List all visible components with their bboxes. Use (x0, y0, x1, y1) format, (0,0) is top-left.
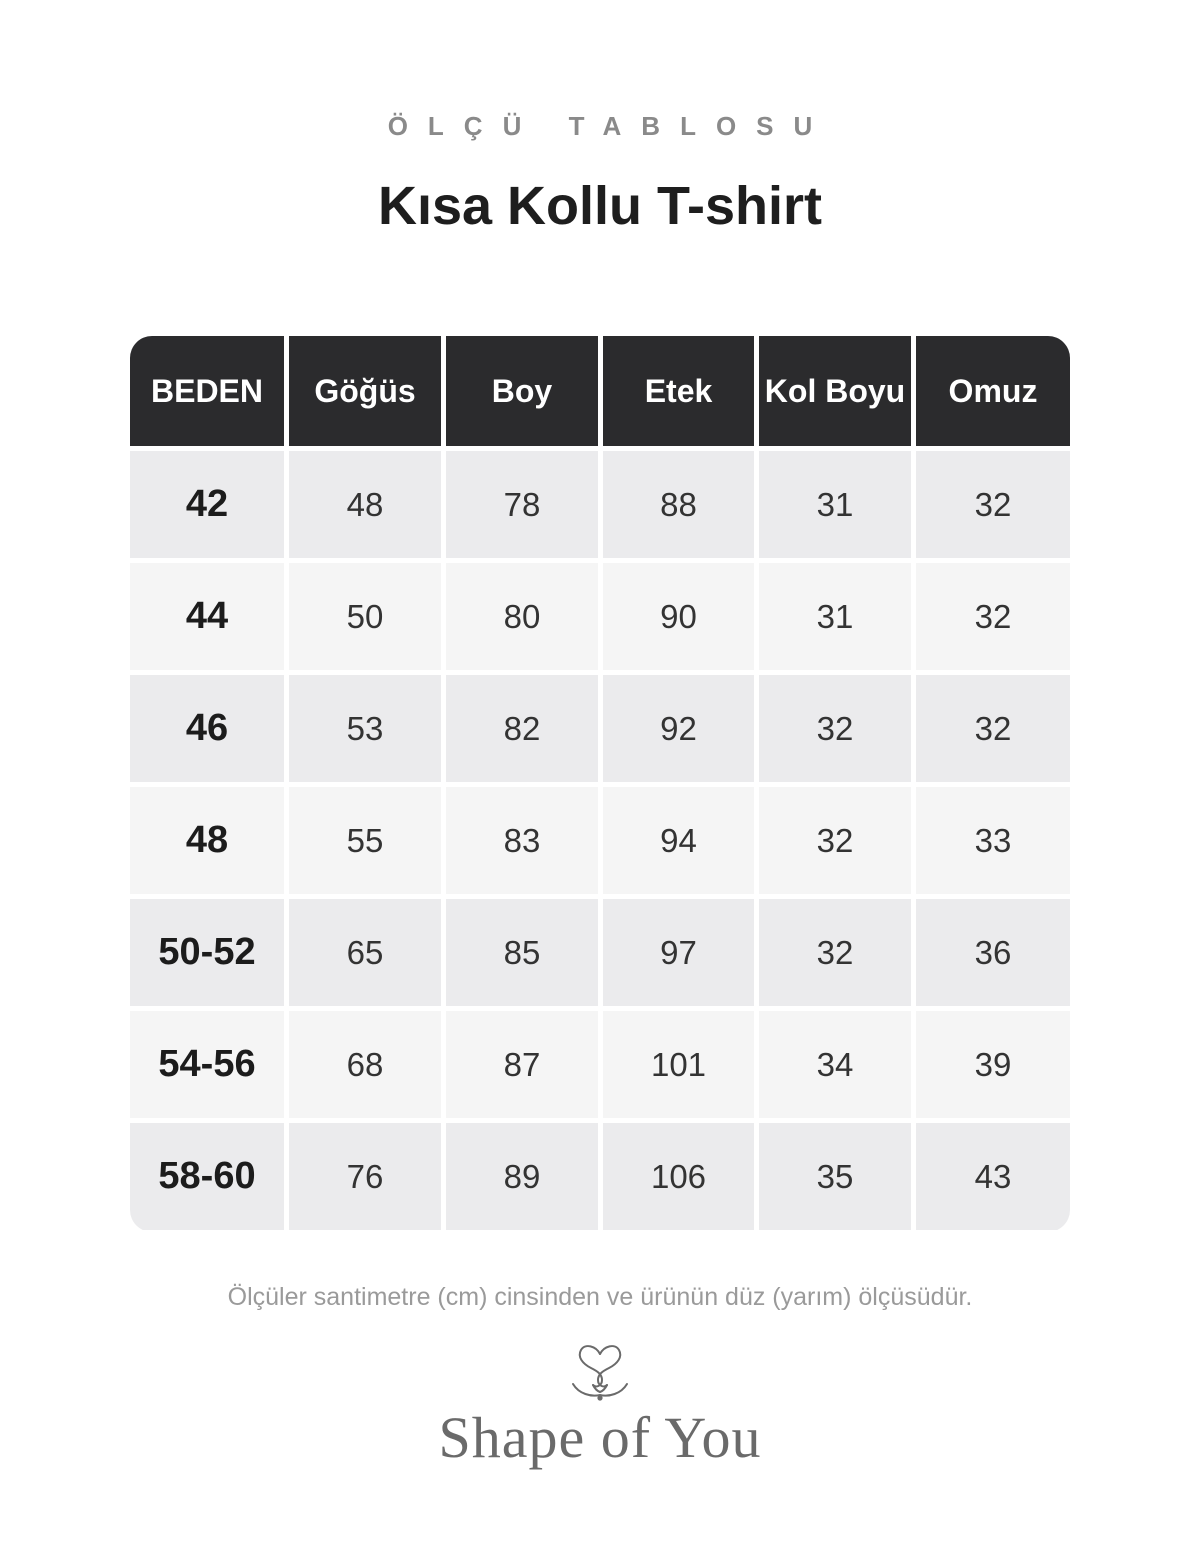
measurement-cell: 80 (446, 563, 598, 670)
size-cell: 50-52 (130, 899, 284, 1006)
brand-name: Shape of You (438, 1405, 762, 1470)
measurement-cell: 32 (916, 451, 1070, 558)
measurement-cell: 92 (603, 675, 754, 782)
size-cell: 42 (130, 451, 284, 558)
measurement-cell: 36 (916, 899, 1070, 1006)
measurement-cell: 32 (916, 675, 1070, 782)
eyebrow-label: ÖLÇÜ TABLOSU (387, 111, 833, 141)
measurement-cell: 82 (446, 675, 598, 782)
column-header: Etek (603, 336, 754, 446)
measurement-cell: 55 (289, 787, 441, 894)
page-title: Kısa Kollu T-shirt (377, 176, 823, 236)
measurement-cell: 32 (759, 675, 911, 782)
measurement-cell: 78 (446, 451, 598, 558)
measurement-cell: 35 (759, 1123, 911, 1230)
measurement-cell: 106 (603, 1123, 754, 1230)
measurement-cell: 31 (759, 563, 911, 670)
measurement-cell: 97 (603, 899, 754, 1006)
column-header: Boy (446, 336, 598, 446)
measurement-cell: 76 (289, 1123, 441, 1230)
column-header: Omuz (916, 336, 1070, 446)
size-cell: 54-56 (130, 1011, 284, 1118)
measurement-cell: 32 (759, 899, 911, 1006)
measurement-cell: 101 (603, 1011, 754, 1118)
intertwined-hearts-logo-icon (567, 1340, 633, 1402)
measurement-cell: 32 (759, 787, 911, 894)
measurement-cell: 65 (289, 899, 441, 1006)
size-cell: 58-60 (130, 1123, 284, 1230)
measurement-cell: 88 (603, 451, 754, 558)
size-chart-table (130, 336, 1070, 1232)
measurement-note: Ölçüler santimetre (cm) cinsinden ve ürünün düz (yarım) ölçüsüdür. (227, 1283, 973, 1311)
size-cell: 44 (130, 563, 284, 670)
measurement-cell: 48 (289, 451, 441, 558)
measurement-cell: 94 (603, 787, 754, 894)
measurement-cell: 50 (289, 563, 441, 670)
measurement-cell: 39 (916, 1011, 1070, 1118)
measurement-cell: 87 (446, 1011, 598, 1118)
column-header: Kol Boyu (759, 336, 911, 446)
measurement-cell: 31 (759, 451, 911, 558)
column-header: Göğüs (289, 336, 441, 446)
measurement-cell: 32 (916, 563, 1070, 670)
measurement-cell: 90 (603, 563, 754, 670)
measurement-cell: 53 (289, 675, 441, 782)
size-cell: 46 (130, 675, 284, 782)
measurement-cell: 33 (916, 787, 1070, 894)
column-header: BEDEN (130, 336, 284, 446)
measurement-cell: 68 (289, 1011, 441, 1118)
measurement-cell: 85 (446, 899, 598, 1006)
measurement-cell: 43 (916, 1123, 1070, 1230)
measurement-cell: 34 (759, 1011, 911, 1118)
measurement-cell: 89 (446, 1123, 598, 1230)
size-cell: 48 (130, 787, 284, 894)
measurement-cell: 83 (446, 787, 598, 894)
